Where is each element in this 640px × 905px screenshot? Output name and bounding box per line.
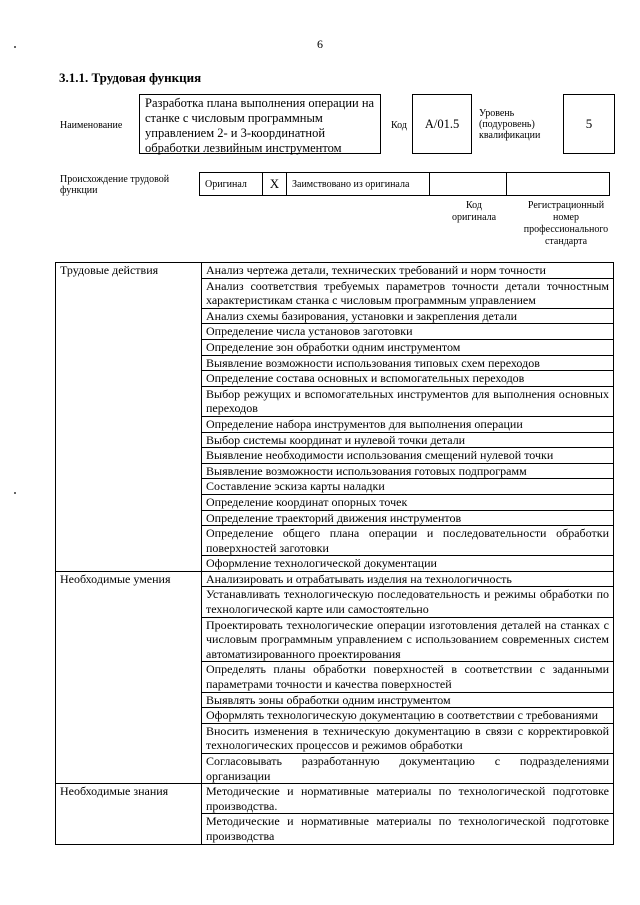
item-cell: Выявление возможности использования готовых подпрограмм xyxy=(202,463,614,479)
table-row xyxy=(56,784,614,814)
origin-original: Оригинал xyxy=(200,173,263,196)
item-cell: Методические и нормативные материалы по технологической подготовке производства xyxy=(202,814,614,844)
item-cell: Выявление возможности использования типовых схем переходов xyxy=(202,355,614,371)
category-cell: Необходимые знания xyxy=(56,784,202,844)
item-cell: Составление эскиза карты наладки xyxy=(202,479,614,495)
item-cell: Оформление технологической документации xyxy=(202,556,614,572)
origin-table xyxy=(199,172,610,196)
code-value: A/01.5 xyxy=(412,94,472,154)
item-cell: Выявление необходимости использования смещений нулевой точки xyxy=(202,448,614,464)
origin-label: Происхождение трудовой функции xyxy=(60,174,170,196)
item-cell: Определение общего плана операции и последовательности обработки поверхностей заготовки xyxy=(202,526,614,556)
item-cell: Анализировать и отрабатывать изделия на технологичность xyxy=(202,571,614,587)
name-value: Разработка плана выполнения операции на станке с числовым программным управлением 2- и 3-координатной обработки лезвийным инструментом xyxy=(139,94,381,154)
origin-code-cell xyxy=(430,173,507,196)
scan-speck xyxy=(14,492,16,494)
name-label: Наименование xyxy=(60,120,123,131)
item-cell: Анализ чертежа детали, технических требований и норм точности xyxy=(202,263,614,279)
level-label: Уровень (подуровень) квалификации xyxy=(479,108,541,141)
table-row xyxy=(56,263,614,279)
item-cell: Выбор режущих и вспомогательных инструментов для выполнения основных переходов xyxy=(202,386,614,416)
origin-mark: X xyxy=(263,173,287,196)
item-cell: Определение траекторий движения инструментов xyxy=(202,510,614,526)
origin-borrowed: Заимствовано из оригинала xyxy=(287,173,430,196)
item-cell: Определение зон обработки одним инструментом xyxy=(202,339,614,355)
item-cell: Устанавливать технологическую последовательность и режимы обработки по технологической карте или самостоятельно xyxy=(202,587,614,617)
item-cell: Определять планы обработки поверхностей в соответствии с заданными параметрами точности и качества поверхностей xyxy=(202,662,614,692)
item-cell: Определение набора инструментов для выполнения операции xyxy=(202,416,614,432)
item-cell: Проектировать технологические операции изготовления деталей на станках с числовым программным управлением с использованием современных систем автоматизированного проектирования xyxy=(202,617,614,662)
work-function-table xyxy=(55,262,614,845)
item-cell: Выявлять зоны обработки одним инструментом xyxy=(202,692,614,708)
category-cell: Трудовые действия xyxy=(56,263,202,572)
item-cell: Анализ соответствия требуемых параметров точности детали точностным характеристикам станка с числовым программным управлением xyxy=(202,278,614,308)
origin-code-label: Код оригинала xyxy=(451,200,497,223)
item-cell: Определение координат опорных точек xyxy=(202,494,614,510)
item-cell: Выбор системы координат и нулевой точки детали xyxy=(202,432,614,448)
level-value: 5 xyxy=(563,94,615,154)
origin-reg-label: Регистрационный номер профессионального стандарта xyxy=(523,200,609,247)
item-cell: Вносить изменения в техническую документацию в связи с корректировкой технологических процессов и режимов обработки xyxy=(202,723,614,753)
item-cell: Определение состава основных и вспомогательных переходов xyxy=(202,371,614,387)
code-label: Код xyxy=(391,120,407,131)
item-cell: Определение числа установов заготовки xyxy=(202,324,614,340)
section-title: 3.1.1. Трудовая функция xyxy=(59,70,202,85)
page-number: 6 xyxy=(317,37,323,51)
item-cell: Анализ схемы базирования, установки и закрепления детали xyxy=(202,308,614,324)
category-cell: Необходимые умения xyxy=(56,571,202,783)
item-cell: Методические и нормативные материалы по технологической подготовке производства. xyxy=(202,784,614,814)
origin-reg-cell xyxy=(507,173,610,196)
item-cell: Оформлять технологическую документацию в соответствии с требованиями xyxy=(202,708,614,724)
table-row xyxy=(56,571,614,587)
item-cell: Согласовывать разработанную документацию с подразделениями организации xyxy=(202,754,614,784)
